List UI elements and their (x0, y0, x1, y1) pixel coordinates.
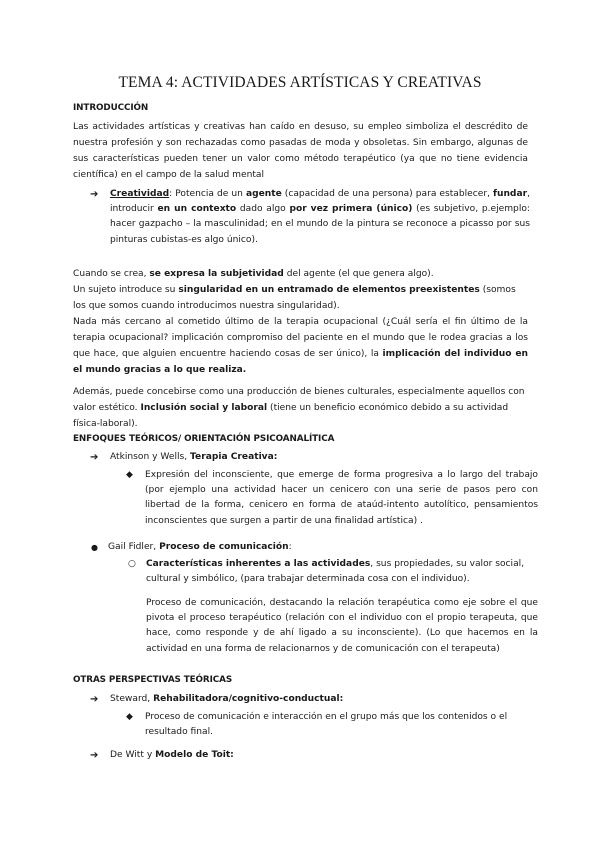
section-heading-otras: OTRAS PERSPECTIVAS TEÓRICAS (73, 675, 233, 685)
arrow-bullet-icon: ➔ (90, 452, 99, 463)
page-title: TEMA 4: ACTIVIDADES ARTÍSTICAS Y CREATIVAS (118, 74, 482, 91)
arrow-bullet-icon: ➔ (90, 750, 99, 761)
subjetividad-line: Cuando se crea, se expresa la subjetividad del agente (el que genera algo). (73, 269, 434, 279)
section-heading-enfoques: ENFOQUES TEÓRICOS/ ORIENTACIÓN PSICOANALÍTICA (73, 434, 335, 444)
subjetividad-paragraph (73, 266, 528, 378)
diamond-bullet-icon: ◆ (126, 712, 133, 722)
creatividad-label: Creatividad (110, 189, 170, 199)
circle-bullet-icon: ○ (128, 559, 136, 569)
cometido-line: Nada más cercano al cometido último de la terapia ocupacional (¿Cuál sería el fin último de la terapia ocupacional? implicación compromiso del paciente en el mundo que le rodea gracias a los que hace, que alguien encuentre haciendo cosas de ser único), la implicación del individuo en el mundo gracias a lo que realiza. (73, 317, 528, 375)
dot-bullet-icon: ● (91, 543, 98, 552)
fidler-detail-2: Proceso de comunicación, destacando la relación terapéutica como eje sobre el que pivota el proceso terapéutico (relación con el individuo con el propio terapeuta, que hace, como responde y de ahí ligado a su inconsciente). (Lo que hacemos en la actividad en una forma de relacionarnos y de comunicación con el terapeuta) (146, 598, 538, 654)
singularidad-line: Un sujeto introduce su singularidad en un entramado de elementos preexistentes (somos los que somos cuando introducimos nuestra singularidad). (73, 285, 516, 311)
dewitt-item: De Witt y Modelo de Toit: (110, 750, 234, 760)
section-heading-intro: INTRODUCCIÓN (73, 103, 149, 113)
intro-paragraph: Las actividades artísticas y creativas han caído en desuso, su empleo simboliza el descrédito de nuestra profesión y son rechazadas como pasadas de moda y obsoletas. Sin embargo, algunas de sus características pueden tener un valor como método terapéutico (ya que no tiene evidencia científica) en el campo de la salud mental (73, 122, 528, 180)
fidler-item: Gail Fidler, Proceso de comunicación: (108, 542, 292, 552)
diamond-bullet-icon: ◆ (126, 470, 133, 480)
atkinson-detail: Expresión del inconsciente, que emerge de forma progresiva a lo largo del trabajo (por ejemplo una actividad hacer un cenicero con una serie de pasos pero con libertad de la forma, cenicero en forma de ataúd-intento autolítico, pensamientos inconscientes que surgen a partir de una finalidad artística) . (145, 470, 538, 526)
fidler-detail-1: Características inherentes a las actividades, sus propiedades, su valor social, cultural y simbólico, (para trabajar determinada cosa con el individuo). (146, 559, 525, 585)
atkinson-item: Atkinson y Wells, Terapia Creativa: (110, 452, 278, 462)
steward-detail: Proceso de comunicación e interacción en el grupo más que los contenidos o el resultado final. (145, 712, 508, 738)
produccion-paragraph: Además, puede concebirse como una producción de bienes culturales, especialmente aquellos con valor estético. Inclusión social y laboral (tiene un beneficio económico debido a su actividad física-laboral). (73, 387, 525, 429)
steward-item: Steward, Rehabilitadora/cognitivo-conductual: (110, 694, 344, 704)
arrow-bullet-icon: ➔ (90, 189, 99, 200)
arrow-bullet-icon: ➔ (90, 694, 99, 705)
creatividad-item: Creatividad: Potencia de un agente (capacidad de una persona) para establecer, fundar, introducir en un contexto dado algo por vez primera (único) (es subjetivo, p.ejemplo: hacer gazpacho – la masculinidad; en el mundo de la pintura se reconoce a picasso por sus pinturas cubistas-es algo único). (110, 189, 530, 245)
